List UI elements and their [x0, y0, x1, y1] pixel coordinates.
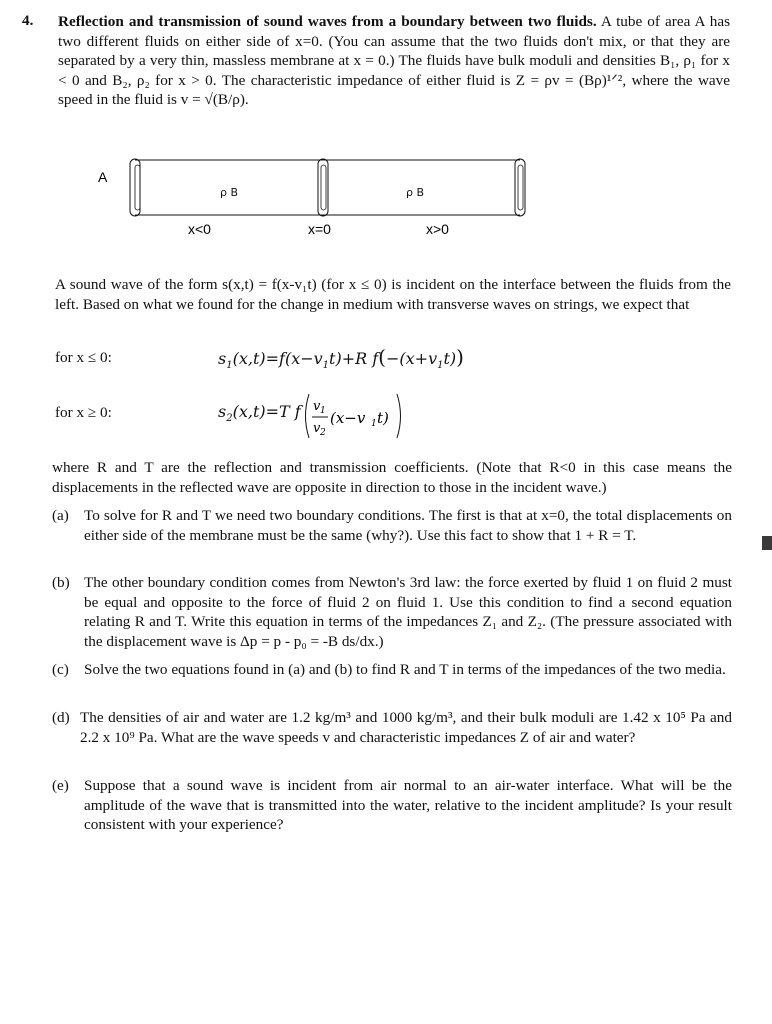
problem-number: 4. [22, 12, 34, 29]
svg-text:2: 2 [319, 428, 326, 438]
x-positive-label: x>0 [426, 221, 449, 237]
svg-text:v: v [312, 421, 321, 436]
part-b [52, 573, 732, 651]
svg-text:t): t) [376, 409, 389, 427]
equation-1-label: for x ≤ 0: [55, 349, 112, 366]
scrollbar-marker [762, 536, 772, 550]
membrane [318, 159, 328, 216]
part-d [52, 708, 732, 747]
part-c-label: (c) [52, 661, 69, 678]
problem-title: Reflection and transmission of sound waves from a boundary between two fluids. [58, 13, 597, 30]
part-e-text: Suppose that a sound wave is incident from air normal to an air-water interface. What will be the amplitude of the wave that is transmitted into the water, relative to the incident amplitude? Is your result consistent with your experience? [84, 777, 732, 833]
part-a-text: To solve for R and T we need two boundary conditions. The first is that at x=0, the total displacements on either side of the membrane must be the same (why?). Use this fact to show that 1 + R = T. [84, 507, 732, 544]
area-label: A [98, 169, 108, 185]
equation-2-argument [301, 390, 413, 442]
part-b-label: (b) [52, 574, 70, 591]
incident-wave-text: A sound wave of the form s(x,t) = f(x-v₁t) (for x ≤ 0) is incident on the interface between the fluids from the left. Based on what we found for the change in medium with transverse waves on strings, we expect that [55, 276, 731, 313]
x-negative-label: x<0 [188, 221, 211, 237]
equation-2: $s_2(x,t)=T$ f v 1 v 2 (x−v 1 t) [218, 390, 413, 442]
part-c [52, 660, 732, 680]
problem-intro [58, 12, 730, 110]
equation-2-label: for x ≥ 0: [55, 404, 112, 421]
svg-text:(x−v: (x−v [329, 409, 366, 427]
right-fluid-label: ρ B [406, 186, 425, 199]
svg-text:1: 1 [319, 406, 326, 416]
part-a [52, 506, 732, 545]
part-e [52, 776, 732, 835]
part-c-text: Solve the two equations found in (a) and (b) to find R and T in terms of the impedances of the two media. [84, 661, 726, 678]
part-d-text: The densities of air and water are 1.2 kg/m³ and 1000 kg/m³, and their bulk moduli are 1.42 x 10⁵ Pa and 2.2 x 10⁹ Pa. What are the wave speeds v and characteristic impedances Z of air and water? [80, 709, 732, 746]
tube-right-end [515, 159, 525, 216]
tube-diagram [88, 148, 538, 248]
svg-text:1: 1 [370, 419, 377, 429]
part-b-text: The other boundary condition comes from Newton's 3rd law: the force exerted by fluid 1 on fluid 2 must be equal and opposite to the force of fluid 2 on fluid 1. Use this condition to find a second equation relating R and T. Write this equation in terms of the impedances Z₁ and Z₂. (The pressure associated with the displacement wave is Δp = p - p₀ = -B ds/dx.) [84, 574, 732, 650]
part-d-label: (d) [52, 709, 70, 726]
left-fluid-label: ρ B [220, 186, 239, 199]
part-a-label: (a) [52, 507, 69, 524]
svg-text:v: v [312, 399, 321, 414]
x-zero-label: x=0 [308, 221, 331, 237]
coefficients-note: where R and T are the reflection and transmission coefficients. (Note that R<0 in this case means the displacements in the reflected wave are opposite in direction to those in the incident wave.) [52, 459, 732, 496]
problem-intro-text: A tube of area A has two different fluids on either side of x=0. (You can assume that the two fluids don't mix, or that they are separated by a very thin, massless membrane at x = 0.) The fluids have bulk moduli and densities B₁, ρ₁ for x < 0 and B₂, ρ₂ for x > 0. The characteristic impedance of either fluid is Z = ρv = (Bρ)¹ᐟ², where the wave speed in the fluid is v = √(B/ρ). [58, 13, 730, 108]
part-e-label: (e) [52, 777, 69, 794]
equation-1: $s_1(x,t)=f(x-v_1t)+R$ $f(-(x+v_1t))$ [218, 345, 464, 372]
